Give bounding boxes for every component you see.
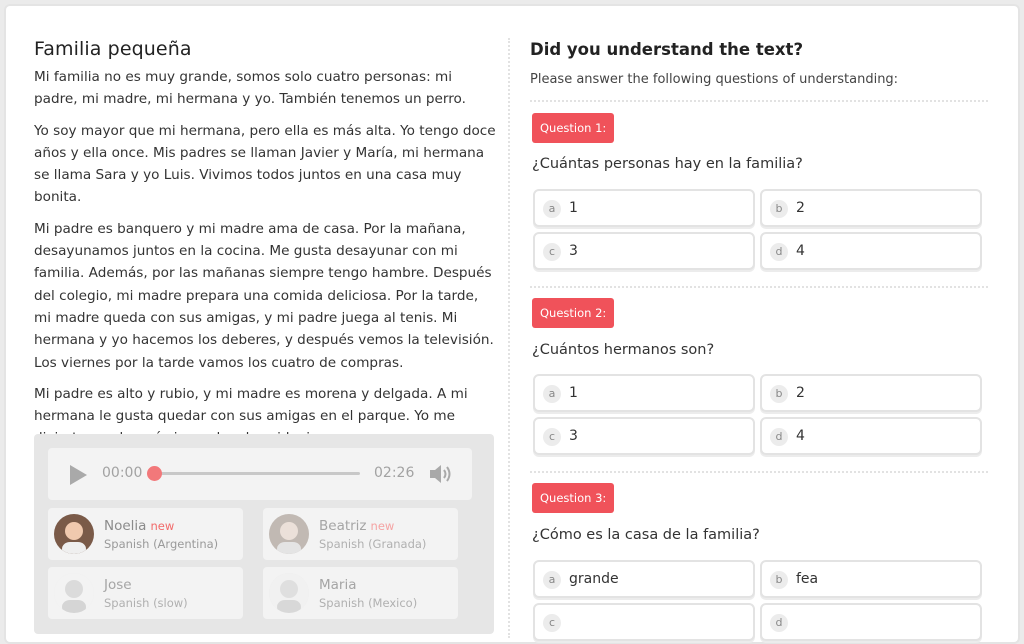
answer-option[interactable] bbox=[760, 374, 982, 412]
option-text: 1 bbox=[569, 385, 578, 401]
play-icon[interactable] bbox=[70, 465, 87, 485]
speaker-name: Maria bbox=[319, 577, 357, 593]
option-letter: d bbox=[770, 243, 788, 261]
volume-icon[interactable] bbox=[428, 462, 454, 486]
story-paragraph: Yo soy mayor que mi hermana, pero ella es más alta. Yo tengo doce años y ella once. Mis padres se llaman Javier y María, mi hermana se llama Sara y yo Luis. Vivimos todos juntos en una casa muy bonita. bbox=[34, 122, 496, 206]
avatar bbox=[54, 573, 94, 613]
question-badge: Question 1: bbox=[532, 113, 614, 143]
answer-option[interactable] bbox=[533, 417, 755, 455]
option-letter: d bbox=[770, 614, 788, 632]
quiz-title: Did you understand the text? bbox=[530, 40, 804, 59]
question-badge: Question 3: bbox=[532, 483, 614, 513]
speaker-variant: Spanish (Argentina) bbox=[104, 537, 219, 551]
quiz-subtitle: Please answer the following questions of understanding: bbox=[530, 72, 899, 87]
answer-option[interactable] bbox=[760, 232, 982, 270]
option-letter: a bbox=[543, 200, 561, 218]
option-letter: b bbox=[770, 385, 788, 403]
audio-player bbox=[48, 448, 472, 500]
option-letter: d bbox=[770, 428, 788, 446]
speaker-name: Noelia bbox=[104, 518, 147, 534]
option-text: 4 bbox=[796, 428, 805, 444]
column-divider bbox=[508, 38, 510, 638]
speaker-name: Jose bbox=[104, 577, 132, 593]
option-text: fea bbox=[796, 571, 819, 587]
avatar bbox=[269, 573, 309, 613]
story-paragraph: Mi familia no es muy grande, somos solo cuatro personas: mi padre, mi madre, mi hermana y yo. También tenemos un perro. bbox=[34, 69, 466, 108]
divider bbox=[530, 286, 988, 288]
story-section bbox=[34, 38, 496, 459]
story-paragraph: Mi padre es banquero y mi madre ama de casa. Por la mañana, desayunamos juntos en la cocina. Me gusta desayunar con mi familia. Además, por las mañanas siempre tengo hambre. Después del colegio, mi madre prepara una comida deliciosa. Por la tarde, mi madre queda con sus amigas, y mi padre juega al tenis. Mi hermana y yo hacemos los deberes, y después vemos la televisión. Los viernes por la tarde vamos los cuatro de compras. bbox=[34, 220, 494, 371]
speaker-jose[interactable] bbox=[48, 567, 243, 619]
new-badge: new bbox=[370, 519, 395, 533]
answer-option[interactable] bbox=[533, 189, 755, 227]
speaker-maria[interactable] bbox=[263, 567, 458, 619]
option-letter: b bbox=[770, 571, 788, 589]
current-time: 00:00 bbox=[102, 465, 143, 481]
option-letter: a bbox=[543, 571, 561, 589]
option-text: 2 bbox=[796, 200, 805, 216]
avatar bbox=[269, 514, 309, 554]
story-title: Familia pequeña bbox=[34, 38, 192, 60]
option-text: 3 bbox=[569, 428, 578, 444]
question-text: ¿Cuántos hermanos son? bbox=[532, 342, 715, 358]
audio-panel bbox=[34, 434, 494, 634]
speaker-noelia[interactable] bbox=[48, 508, 243, 560]
divider bbox=[530, 471, 988, 473]
story-paragraph: Mi padre es alto y rubio, y mi madre es morena y delgada. A mi hermana le gusta quedar con sus amigas en el parque. Yo me bbox=[34, 385, 468, 425]
speaker-variant: Spanish (Mexico) bbox=[319, 596, 418, 610]
question-badge: Question 2: bbox=[532, 298, 614, 328]
answer-option[interactable] bbox=[533, 232, 755, 270]
speaker-variant: Spanish (Granada) bbox=[319, 537, 427, 551]
option-letter: c bbox=[543, 428, 561, 446]
speaker-beatriz[interactable] bbox=[263, 508, 458, 560]
speaker-name: Beatriz bbox=[319, 518, 367, 534]
answer-option[interactable] bbox=[533, 603, 755, 641]
option-letter: c bbox=[543, 243, 561, 261]
answer-option[interactable] bbox=[760, 189, 982, 227]
answer-option[interactable] bbox=[760, 560, 982, 598]
progress-track[interactable] bbox=[154, 472, 360, 475]
new-badge: new bbox=[150, 519, 175, 533]
total-time: 02:26 bbox=[374, 465, 415, 481]
speaker-variant: Spanish (slow) bbox=[104, 596, 188, 610]
option-letter: b bbox=[770, 200, 788, 218]
option-letter: a bbox=[543, 385, 561, 403]
question-text: ¿Cómo es la casa de la familia? bbox=[532, 527, 760, 543]
option-letter: c bbox=[543, 614, 561, 632]
avatar bbox=[54, 514, 94, 554]
option-text: 3 bbox=[569, 243, 578, 259]
option-text: grande bbox=[569, 571, 619, 587]
answer-option[interactable] bbox=[533, 560, 755, 598]
option-text: 4 bbox=[796, 243, 805, 259]
answer-option[interactable] bbox=[760, 603, 982, 641]
option-text: 2 bbox=[796, 385, 805, 401]
question-text: ¿Cuántas personas hay en la familia? bbox=[532, 156, 803, 172]
option-text: 1 bbox=[569, 200, 578, 216]
progress-handle[interactable] bbox=[147, 466, 162, 481]
divider bbox=[530, 100, 988, 102]
answer-option[interactable] bbox=[533, 374, 755, 412]
answer-option[interactable] bbox=[760, 417, 982, 455]
